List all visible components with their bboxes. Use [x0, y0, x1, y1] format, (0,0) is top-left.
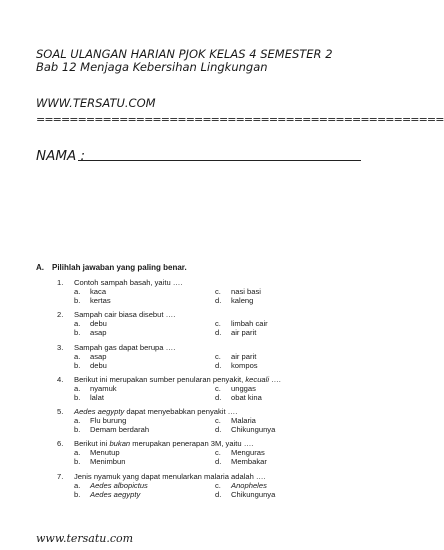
question-number: 3.	[57, 343, 64, 352]
document-subtitle: Bab 12 Menjaga Kebersihan Lingkungan	[36, 60, 268, 74]
question-3: 3. Sampah gas dapat berupa …. a. asap c. air parit b. debu d. kompos	[57, 343, 258, 370]
question-number: 5.	[57, 407, 64, 416]
question-6: 6. Berikut ini bukan merupakan penerapan 3M, yaitu …. a. Menutup c. Menguras b. Menimbun d. Membakar	[57, 439, 267, 466]
question-text: Berikut ini bukan merupakan penerapan 3M, yaitu ….	[74, 439, 254, 448]
question-4: 4. Berikut ini merupakan sumber penularan penyakit, kecuali …. a. nyamuk c. unggas b. lalat d. obat kina	[57, 375, 281, 402]
question-text: Sampah cair biasa disebut ….	[74, 310, 176, 319]
separator-line: =================================================	[36, 113, 444, 126]
question-2: 2. Sampah cair biasa disebut …. a. debu c. limbah cair b. asap d. air parit	[57, 310, 268, 337]
question-text: Contoh sampah basah, yaitu ….	[74, 278, 183, 287]
question-1: 1. Contoh sampah basah, yaitu …. a. kaca c. nasi basi b. kertas d. kaleng	[57, 278, 261, 305]
question-number: 2.	[57, 310, 64, 319]
question-number: 1.	[57, 278, 64, 287]
question-text: Jenis nyamuk yang dapat menularkan malaria adalah ….	[74, 472, 266, 481]
website-heading: WWW.TERSATU.COM	[36, 96, 156, 110]
question-number: 6.	[57, 439, 64, 448]
section-letter: A.	[36, 263, 44, 272]
document-title: SOAL ULANGAN HARIAN PJOK KELAS 4 SEMESTER 2	[36, 47, 333, 61]
name-label: NAMA :	[36, 148, 86, 164]
question-text: Berikut ini merupakan sumber penularan penyakit, kecuali ….	[74, 375, 281, 384]
footer-website: www.tersatu.com	[36, 532, 134, 545]
section-instruction: Pilihlah jawaban yang paling benar.	[52, 263, 187, 272]
section-heading	[36, 263, 187, 273]
question-number: 7.	[57, 472, 64, 481]
name-fill-line	[78, 160, 361, 161]
question-5: 5. Aedes aegypty dapat menyebabkan penyakit …. a. Flu burung c. Malaria b. Demam berdarah d. Chikungunya	[57, 407, 276, 434]
question-7: 7. Jenis nyamuk yang dapat menularkan malaria adalah …. a. Aedes albopictus c. Anopheles b. Aedes aegypty d. Chikungunya	[57, 472, 276, 499]
question-text: Sampah gas dapat berupa ….	[74, 343, 176, 352]
question-number: 4.	[57, 375, 64, 384]
question-text: Aedes aegypty dapat menyebabkan penyakit ….	[74, 407, 238, 416]
